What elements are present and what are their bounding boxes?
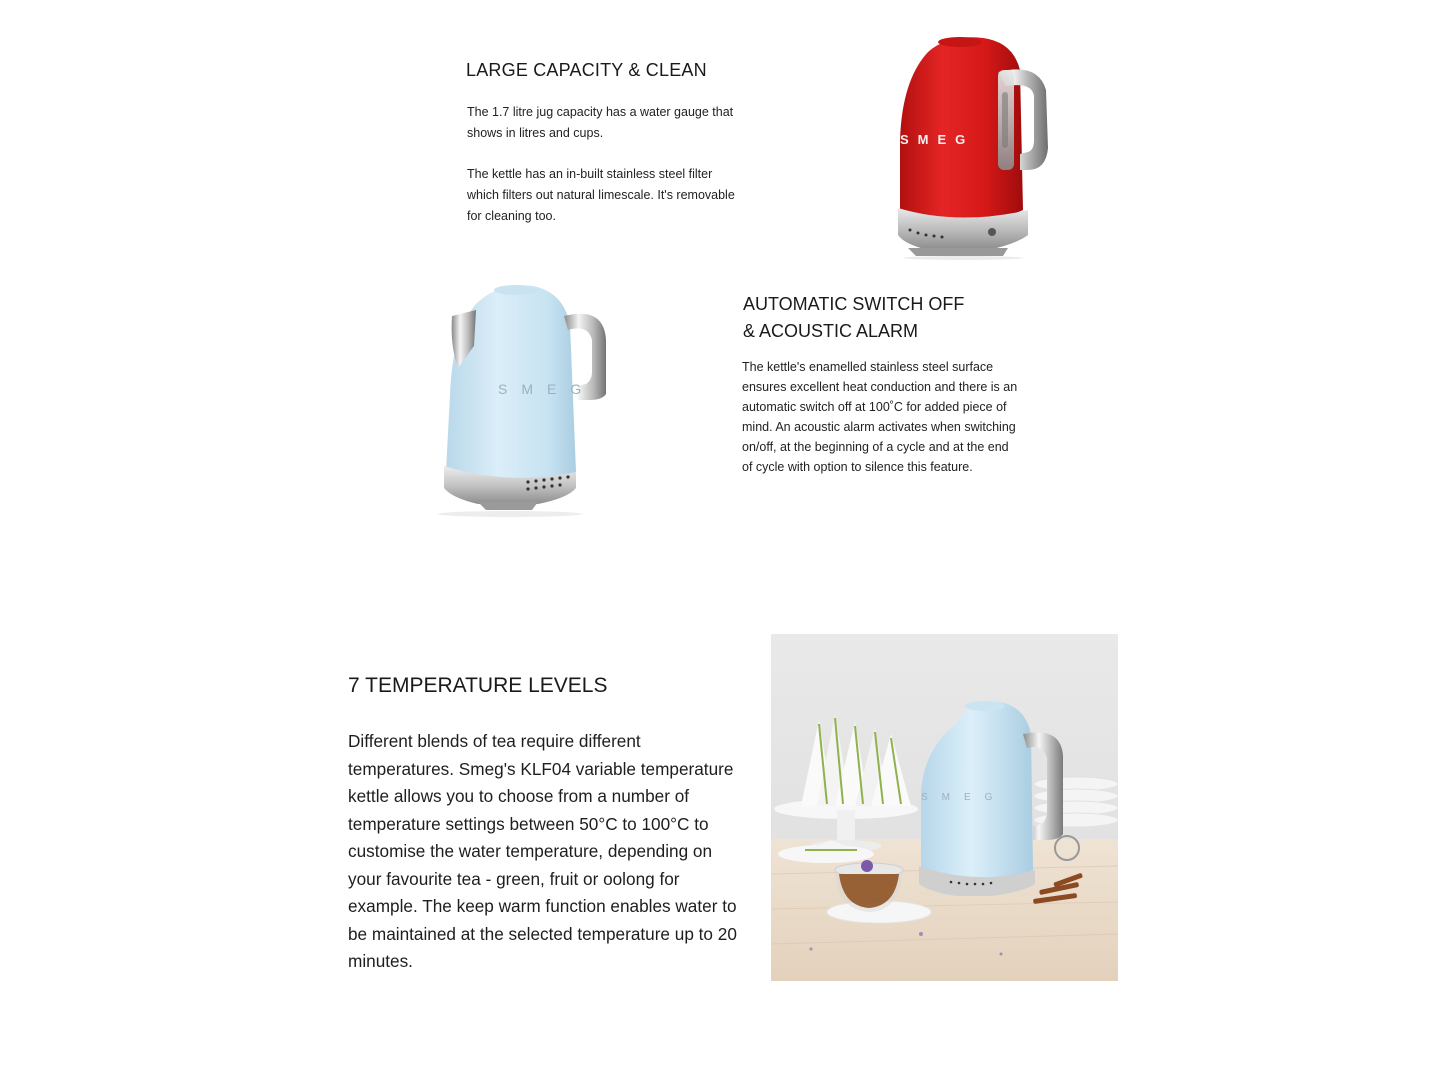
lifestyle-tea-photo <box>771 634 1118 981</box>
section-text-capacity: The 1.7 litre jug capacity has a water gauge that shows in litres and cups. <box>467 105 734 140</box>
section-title-large-capacity: LARGE CAPACITY & CLEAN <box>466 60 707 80</box>
red-kettle-image <box>888 30 1058 260</box>
section-text-switch-off: The kettle's enamelled stainless steel surface ensures excellent heat conduction and there is an automatic switch off at 100˚C for added piece of mind. An acoustic alarm activates when switching on/off, at the beginning of a cycle and at the end of cycle with option to silence this feature. <box>742 360 1018 474</box>
section-title-automatic-switch-off <box>743 291 964 345</box>
section-title-line-1: AUTOMATIC SWITCH OFF <box>743 294 965 314</box>
section-title-temperature-levels: 7 TEMPERATURE LEVELS <box>348 674 608 697</box>
section-title-line-2: & ACOUSTIC ALARM <box>743 321 919 341</box>
pastel-blue-kettle-image <box>428 276 618 520</box>
section-text-temperature-levels: Different blends of tea require different temperatures. Smeg's KLF04 variable temperature kettle allows you to choose from a number of temperature settings between 50°C to 100°C to customise the water temperature, depending on your favourite tea - green, fruit or oolong for example. The keep warm function enables water to be maintained at the selected temperature up to 20 minutes. <box>348 731 737 971</box>
svg-text:SMEG: SMEG <box>498 381 596 397</box>
svg-text:SMEG: SMEG <box>921 792 1007 803</box>
svg-text:SMEG: SMEG <box>900 132 975 147</box>
section-text-filter: The kettle has an in-built stainless steel filter which filters out natural limescale. It's removable for cleaning too. <box>467 167 735 223</box>
